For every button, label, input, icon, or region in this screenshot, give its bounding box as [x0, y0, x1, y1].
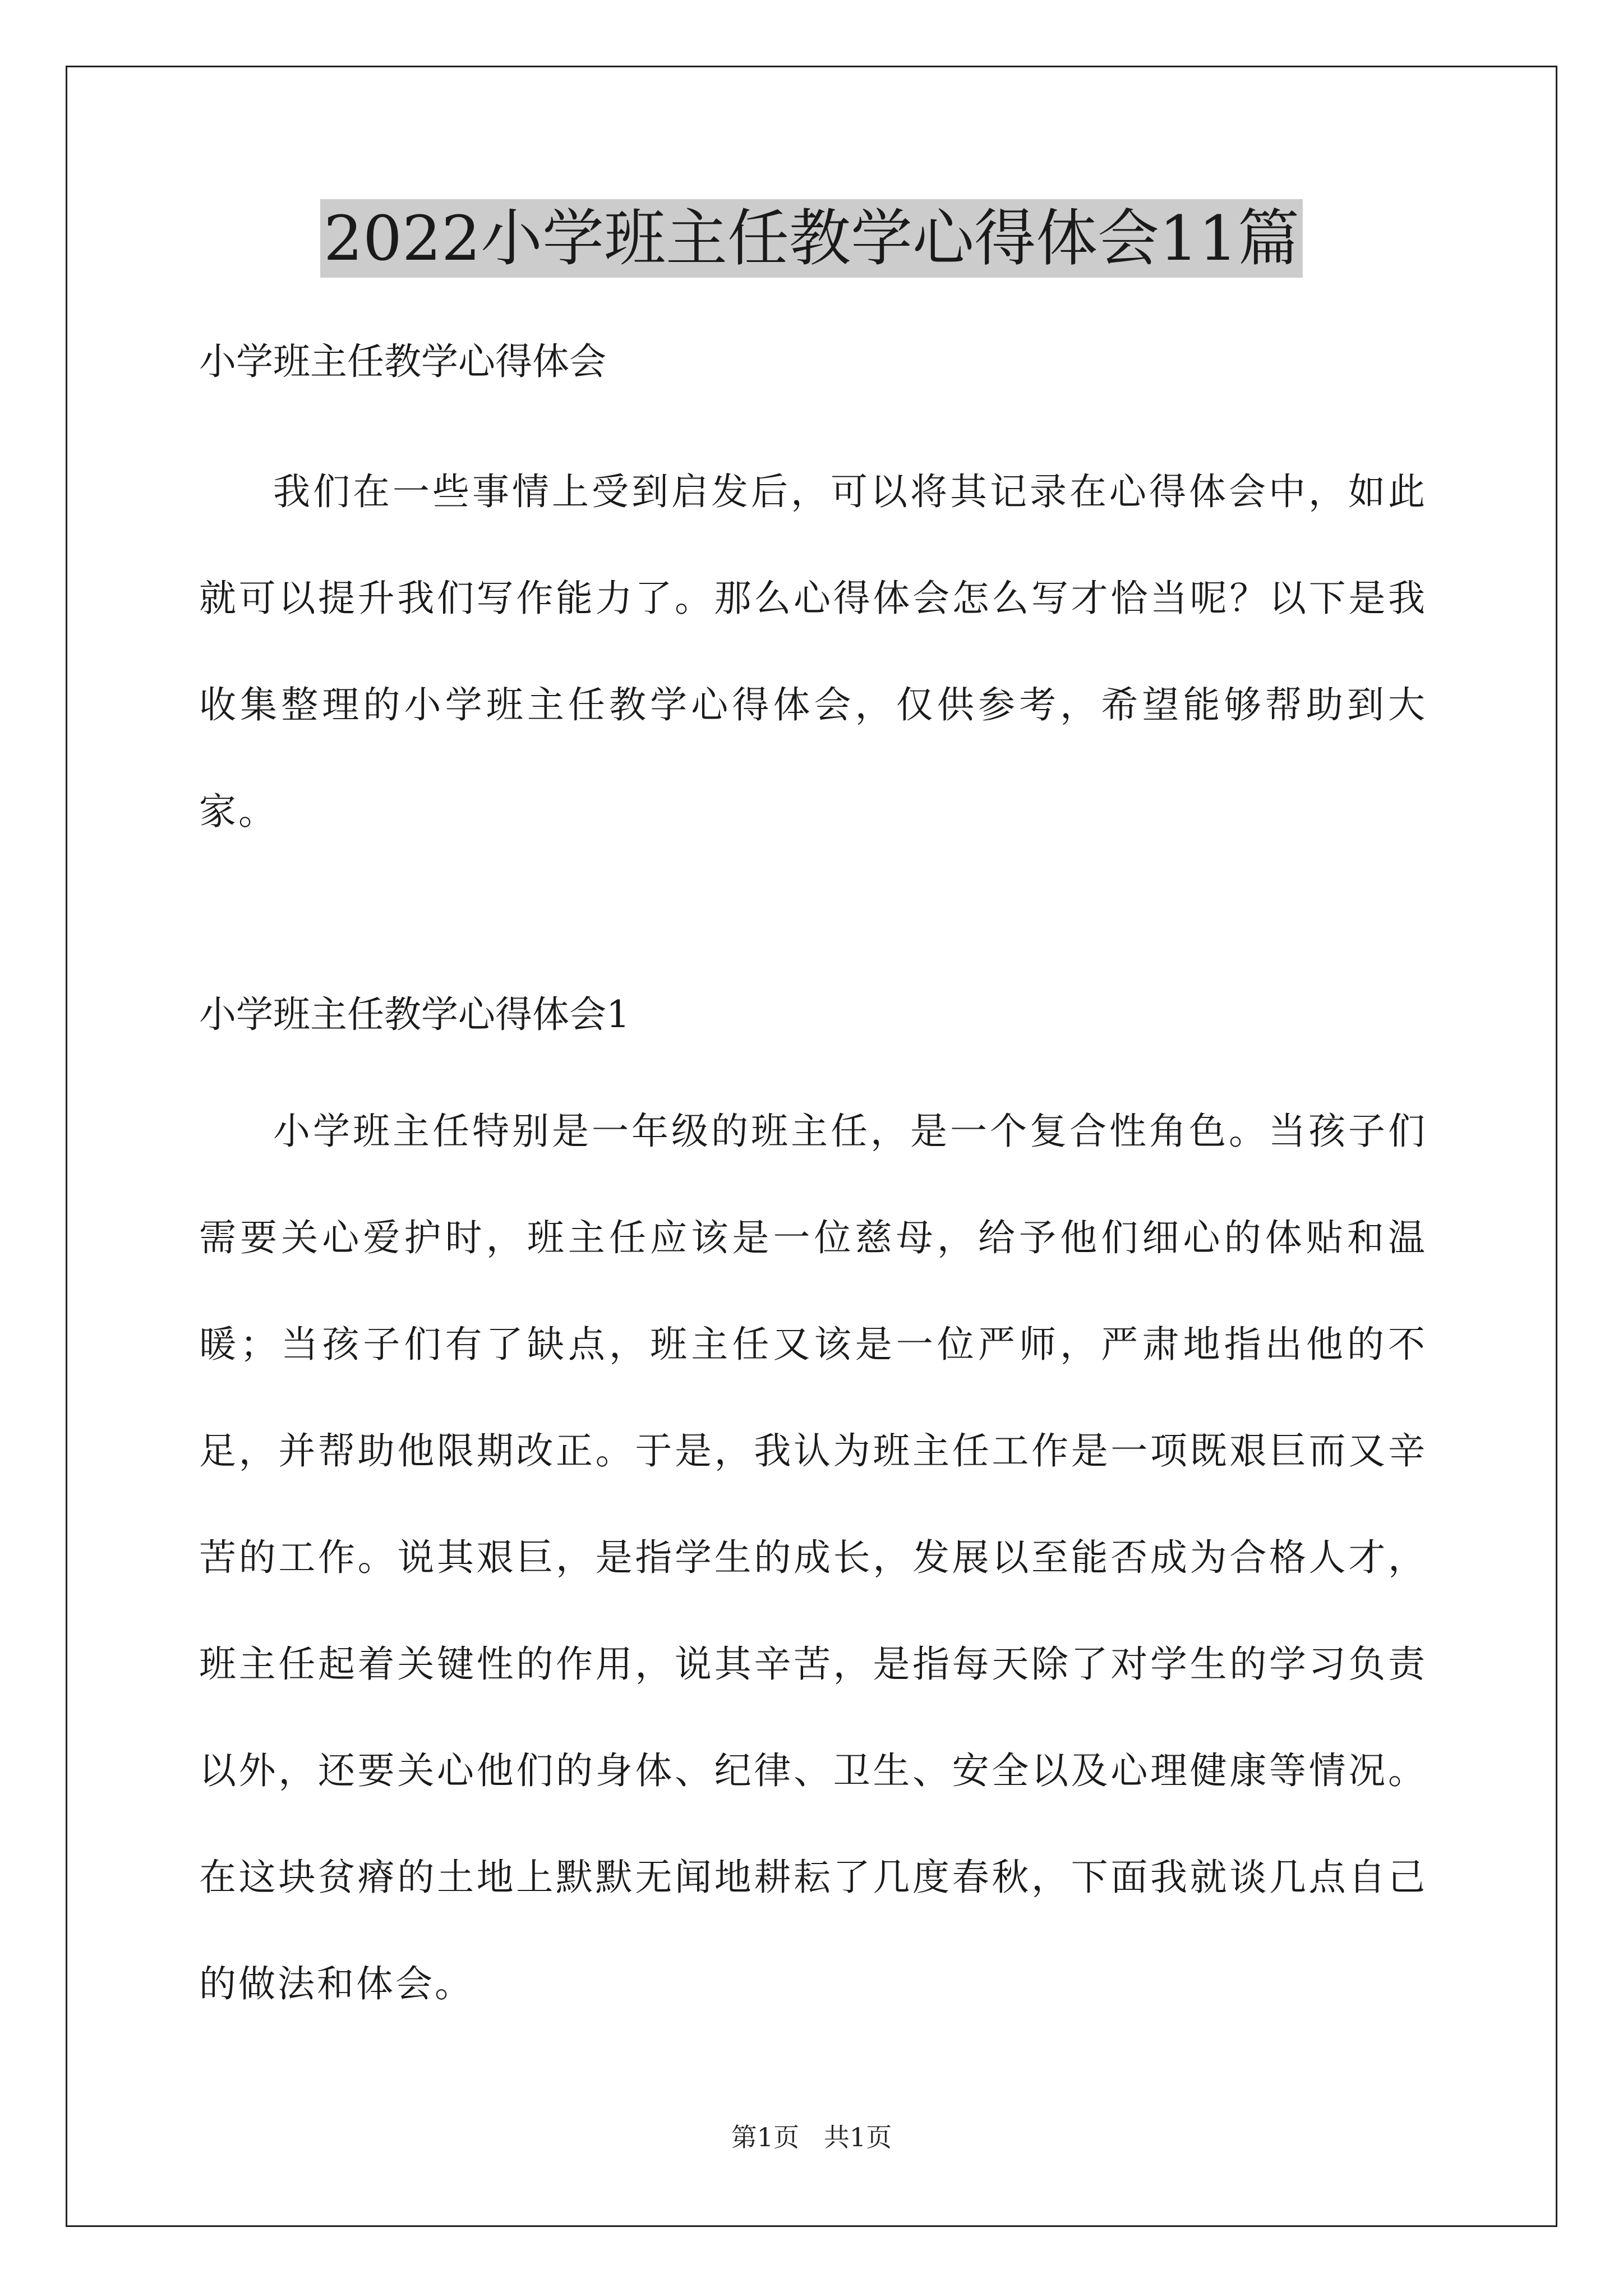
section-paragraph-1: 小学班主任特别是一年级的班主任，是一个复合性角色。当孩子们需要关心爱护时，班主任应该是一位慈母，给予他们细心的体贴和温暖；当孩子们有了缺点，班主任又该是一位严师，严肃地指出他的不足，并帮助他限期改正。于是，我认为班主任工作是一项既艰巨而又辛苦的工作。说其艰巨，是指学生的成长，发展以至能否成为合格人才，班主任起着关键性的作用，说其辛苦，是指每天除了对学生的学习负责以外，还要关心他们的身体、纪律、卫生、安全以及心理健康等情况。在这块贫瘠的土地上默默无闻地耕耘了几度春秋，下面我就谈几点自己的做法和体会。 [199, 1110, 1427, 2005]
document-title: 2022小学班主任教学心得体会11篇 [320, 199, 1303, 278]
title-container [0, 199, 1623, 278]
section-paragraph-intro: 我们在一些事情上受到启发后，可以将其记录在心得体会中，如此就可以提升我们写作能力了。那么心得体会怎么写才恰当呢？以下是我收集整理的小学班主任教学心得体会，仅供参考，希望能够帮助到大家。 [199, 470, 1427, 833]
section-heading-1: 小学班主任教学心得体会1 [199, 993, 630, 1036]
document-body [199, 337, 1427, 2037]
section-heading-intro: 小学班主任教学心得体会 [199, 340, 606, 383]
page-footer: 第1页 共1页 [731, 2122, 892, 2152]
